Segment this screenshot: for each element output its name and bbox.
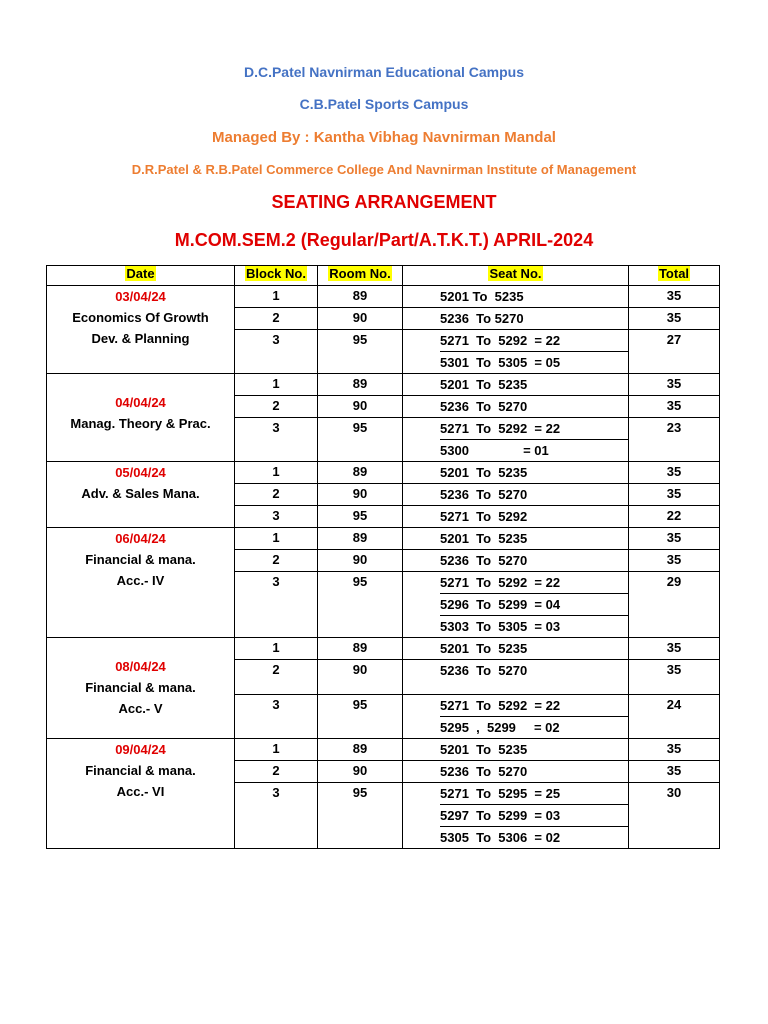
seat-range — [403, 550, 629, 572]
subject-name: Acc.- V — [118, 701, 163, 716]
seat-range — [403, 462, 629, 484]
col-room: Room No. — [318, 266, 403, 286]
room-number: 95 — [318, 506, 403, 528]
seat-range — [403, 528, 629, 550]
seat-range-line: 5271 To 5292 — [440, 509, 528, 524]
seat-range-line: 5236 To 5270 — [440, 311, 524, 326]
table-row — [47, 462, 720, 484]
exam-date: 08/04/24 — [115, 659, 166, 674]
block-number: 3 — [235, 418, 318, 462]
exam-date: 06/04/24 — [115, 531, 166, 546]
college-name: D.R.Patel & R.B.Patel Commerce College And Navnirman Institute of Management — [131, 162, 637, 177]
total-count: 27 — [629, 330, 720, 374]
seat-range-line: 5300 = 01 — [440, 439, 628, 461]
room-number: 89 — [318, 739, 403, 761]
subject-name: Acc.- VI — [116, 784, 165, 799]
block-number: 2 — [235, 761, 318, 783]
col-total: Total — [629, 266, 720, 286]
seat-range-line: 5295 , 5299 = 02 — [440, 716, 628, 738]
room-number: 89 — [318, 462, 403, 484]
room-number: 89 — [318, 528, 403, 550]
seat-range — [403, 739, 629, 761]
seat-range-line: 5201 To 5235 — [440, 377, 528, 392]
seat-range-line: 5297 To 5299 = 03 — [440, 804, 628, 826]
seat-range — [403, 484, 629, 506]
room-number: 95 — [318, 783, 403, 849]
table-body — [47, 286, 720, 849]
seat-range-line: 5236 To 5270 — [440, 764, 528, 779]
seating-table — [46, 265, 720, 849]
room-number: 95 — [318, 695, 403, 739]
room-number: 90 — [318, 761, 403, 783]
block-number: 1 — [235, 638, 318, 660]
total-count: 35 — [629, 550, 720, 572]
seat-range — [403, 286, 629, 308]
exam-date: 05/04/24 — [115, 465, 166, 480]
total-count: 35 — [629, 286, 720, 308]
seat-range — [403, 308, 629, 330]
total-count: 35 — [629, 484, 720, 506]
room-number: 90 — [318, 308, 403, 330]
managed-by: Managed By : Kantha Vibhag Navnirman Mandal — [212, 129, 556, 146]
document-title: SEATING ARRANGEMENT — [271, 192, 497, 212]
date-subject-cell — [47, 528, 235, 638]
seat-range-line: 5303 To 5305 = 03 — [440, 615, 628, 637]
seat-range — [403, 506, 629, 528]
seat-range — [403, 330, 629, 374]
seat-range — [403, 660, 629, 695]
block-number: 3 — [235, 695, 318, 739]
seat-range-line: 5271 To 5292 = 22 — [440, 698, 561, 713]
exam-date: 03/04/24 — [115, 289, 166, 304]
room-number: 95 — [318, 572, 403, 638]
table-row — [47, 638, 720, 660]
date-subject-cell — [47, 638, 235, 739]
total-count: 22 — [629, 506, 720, 528]
seat-range-line: 5271 To 5292 = 22 — [440, 421, 561, 436]
seat-range — [403, 572, 629, 638]
table-row — [47, 374, 720, 396]
col-block: Block No. — [235, 266, 318, 286]
col-seat: Seat No. — [403, 266, 629, 286]
campus-name: C.B.Patel Sports Campus — [299, 96, 469, 112]
subject-name: Dev. & Planning — [91, 331, 190, 346]
block-number: 1 — [235, 286, 318, 308]
subject-name: Financial & mana. — [85, 552, 196, 567]
exam-date: 04/04/24 — [115, 395, 166, 410]
seat-range-line: 5236 To 5270 — [440, 553, 528, 568]
date-subject-cell — [47, 739, 235, 849]
total-count: 23 — [629, 418, 720, 462]
block-number: 3 — [235, 330, 318, 374]
seat-range — [403, 761, 629, 783]
seat-range-line: 5201 To 5235 — [440, 742, 528, 757]
total-count: 35 — [629, 660, 720, 695]
block-number: 1 — [235, 374, 318, 396]
block-number: 3 — [235, 783, 318, 849]
seat-range — [403, 418, 629, 462]
block-number: 2 — [235, 660, 318, 695]
subject-name: Economics Of Growth — [72, 310, 209, 325]
subject-name: Financial & mana. — [85, 763, 196, 778]
total-count: 30 — [629, 783, 720, 849]
total-count: 35 — [629, 396, 720, 418]
total-count: 35 — [629, 462, 720, 484]
table-row — [47, 739, 720, 761]
seat-range — [403, 783, 629, 849]
room-number: 89 — [318, 374, 403, 396]
subject-name: Acc.- IV — [116, 573, 165, 588]
seat-range-line: 5271 To 5295 = 25 — [440, 786, 561, 801]
date-subject-cell — [47, 462, 235, 528]
block-number: 2 — [235, 308, 318, 330]
total-count: 35 — [629, 308, 720, 330]
total-count: 35 — [629, 761, 720, 783]
seat-range-line: 5236 To 5270 — [440, 487, 528, 502]
seat-range — [403, 638, 629, 660]
block-number: 3 — [235, 506, 318, 528]
room-number: 95 — [318, 418, 403, 462]
room-number: 90 — [318, 396, 403, 418]
seat-range-line: 5236 To 5270 — [440, 663, 528, 678]
seat-range-line: 5305 To 5306 = 02 — [440, 826, 628, 848]
block-number: 2 — [235, 396, 318, 418]
seat-range-line: 5201 To 5235 — [440, 531, 528, 546]
total-count: 24 — [629, 695, 720, 739]
block-number: 2 — [235, 550, 318, 572]
total-count: 35 — [629, 528, 720, 550]
block-number: 1 — [235, 739, 318, 761]
seat-range-line: 5201 To 5235 — [440, 641, 528, 656]
table-header-row — [47, 266, 720, 286]
table-row — [47, 528, 720, 550]
seat-range-line: 5236 To 5270 — [440, 399, 528, 414]
seat-range — [403, 374, 629, 396]
date-subject-cell — [47, 286, 235, 374]
seat-range-line: 5296 To 5299 = 04 — [440, 593, 628, 615]
subject-name: Manag. Theory & Prac. — [70, 416, 211, 431]
seat-range-line: 5201 To 5235 — [440, 289, 524, 304]
room-number: 90 — [318, 550, 403, 572]
exam-subtitle: M.COM.SEM.2 (Regular/Part/A.T.K.T.) APRIL-2024 — [174, 230, 594, 250]
block-number: 1 — [235, 462, 318, 484]
exam-date: 09/04/24 — [115, 742, 166, 757]
table-row — [47, 286, 720, 308]
seat-range-line: 5301 To 5305 = 05 — [440, 351, 628, 373]
total-count: 35 — [629, 638, 720, 660]
seat-range-line: 5201 To 5235 — [440, 465, 528, 480]
seat-range-line: 5271 To 5292 = 22 — [440, 333, 561, 348]
col-date: Date — [47, 266, 235, 286]
total-count: 35 — [629, 739, 720, 761]
room-number: 89 — [318, 638, 403, 660]
room-number: 95 — [318, 330, 403, 374]
institution-name: D.C.Patel Navnirman Educational Campus — [243, 64, 525, 80]
seat-range — [403, 396, 629, 418]
room-number: 90 — [318, 484, 403, 506]
subject-name: Adv. & Sales Mana. — [81, 486, 200, 501]
block-number: 2 — [235, 484, 318, 506]
total-count: 29 — [629, 572, 720, 638]
room-number: 90 — [318, 660, 403, 695]
block-number: 1 — [235, 528, 318, 550]
room-number: 89 — [318, 286, 403, 308]
date-subject-cell — [47, 374, 235, 462]
subject-name: Financial & mana. — [85, 680, 196, 695]
seat-range-line: 5271 To 5292 = 22 — [440, 575, 561, 590]
total-count: 35 — [629, 374, 720, 396]
block-number: 3 — [235, 572, 318, 638]
seat-range — [403, 695, 629, 739]
